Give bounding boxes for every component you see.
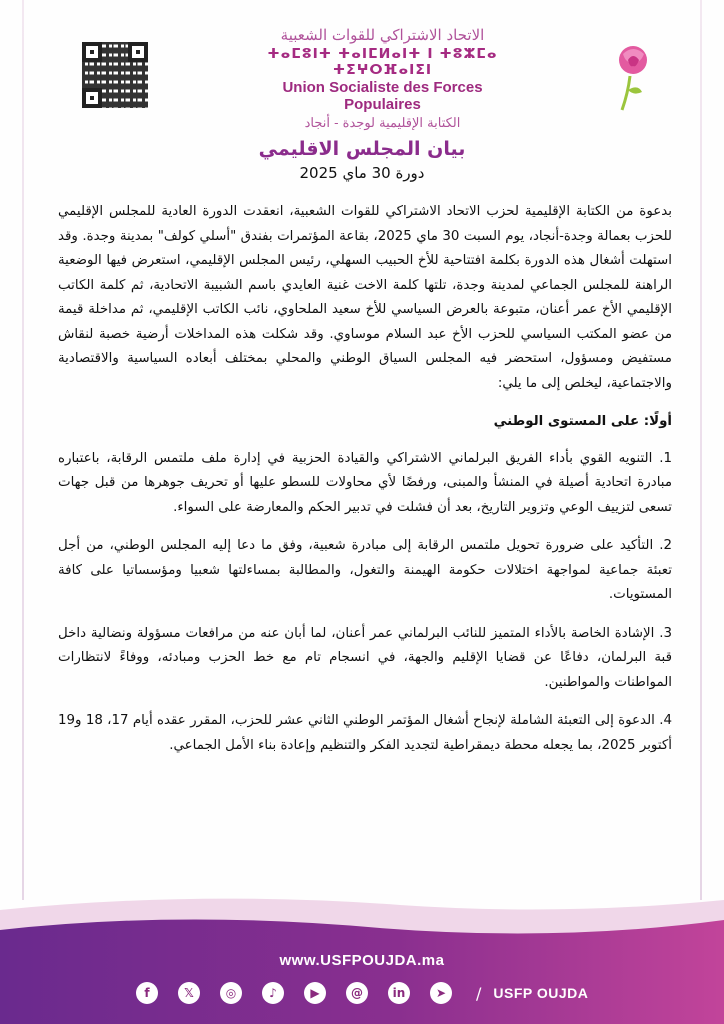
point-item: [58, 622, 672, 696]
point-item: [58, 447, 672, 521]
tiktok-icon[interactable]: ♪: [262, 982, 284, 1004]
point-item: [58, 709, 672, 758]
footer-separator: /: [476, 983, 482, 1003]
section-heading: أولًا: على المستوى الوطني: [493, 414, 672, 429]
point-text: التأكيد على ضرورة تحويل ملتمس الرقابة إلى مبادرة شعبية، وفق ما دعا إليه المجلس الوطني، من أجل تعبئة جماعية لمواجهة اختلالات حكومة الهيمنة والتغول، والمطالبة بمساءلتها شعبيا ومؤسساتيا على كافة المستويات.: [58, 538, 672, 602]
point-text: الدعوة إلى التعبئة الشاملة لإنجاح أشغال المؤتمر الوطني الثاني عشر للحزب، المقرر عقده أيام 17، 18 و19 أكتوبر 2025، بما يجعله محطة ديمقراطية لتجديد الفكر والتنظيم وإعادة بناء الأمل الجماعي.: [58, 713, 672, 753]
point-number: 2.: [659, 538, 672, 553]
threads-icon[interactable]: @: [346, 982, 368, 1004]
rose-icon: [608, 38, 658, 113]
point-text: الإشادة الخاصة بالأداء المتميز للنائب البرلماني عمر أعنان، لما أبان عنه من مرافعات مسؤولة ونضالية داخل قبة البرلمان، دفاعًا عن قضايا الإقليم والجهة، في انسجام تام مع خط الحزب ومبادئه، ووفاءً لانتظارات المواطنات والمواطنين.: [58, 625, 672, 690]
party-name-arabic: الاتحاد الاشتراكي للقوات الشعبية: [280, 26, 485, 44]
point-number: 4.: [659, 713, 672, 728]
instagram-icon[interactable]: ◎: [220, 982, 242, 1004]
x-icon[interactable]: 𝕏: [178, 982, 200, 1004]
website-link[interactable]: www.USFPOUJDA.ma: [279, 952, 445, 969]
point-number: 3.: [659, 625, 672, 641]
provincial-office-name: الكتابة الإقليمية لوجدة - أنجاد: [304, 116, 461, 131]
social-links: [136, 980, 588, 1006]
party-name-tifinagh: ⵜⴰⵎⵓⵏⵜ ⵜⴰⵏⵎⵍⴰⵏⵜ ⵏ ⵜⵓⵣⵎⴰ ⵜⵉⵖⵔⴼⴰⵏⵉⵏ: [267, 46, 498, 78]
qr-corner: [128, 42, 148, 62]
footer-brand: USFP OUJDA: [493, 985, 589, 1001]
qr-corner: [82, 88, 102, 108]
intro-paragraph: بدعوة من الكتابة الإقليمية لحزب الاتحاد الاشتراكي للقوات الشعبية، انعقدت الدورة العادية للمجلس الإقليمي للحزب بعمالة وجدة-أنجاد، يوم السبت 30 ماي 2025، بقاعة المؤتمرات بفندق "أسلي كولف" بمدينة وجدة. وقد استهلت أشغال هذه الدورة بكلمة افتتاحية للأخ الحبيب السهلي، رئيس المجلس الإقليمي، استعرض فيها الوضعية الراهنة للمجلس الجماعي لمدينة وجدة، تلتها كلمة الاخت غنية العايدي باسم الشبيبة الاتحادية، ثم كلمة الكاتب الإقليمي الأخ عمر أعنان، متبوعة بالعرض السياسي للأخ سعيد الملحاوي، نائب الكاتب الإقليمي، ثم مداخلة قيمة من عضو المكتب السياسي للحزب الأخ عبد السلام موساوي. وقد شكلت هذه المداخلات أرضية خصبة لنقاش مستفيض ومسؤول، استحضر فيه المجلس السياق الوطني والمحلي بمختلف أبعاده السياسية والاقتصادية والاجتماعية، ليخلص إلى ما يلي:: [58, 204, 673, 391]
point-number: 1.: [659, 450, 672, 466]
page-border-right: [700, 0, 702, 900]
facebook-icon[interactable]: f: [136, 982, 158, 1004]
party-logo-block: [250, 26, 515, 131]
telegram-icon[interactable]: ➤: [430, 982, 452, 1004]
point-text: التنويه القوي بأداء الفريق البرلماني الاشتراكي والقيادة الحزبية في إدارة ملف ملتمس الرقابة، باعتباره مبادرة اتحادية أصيلة في المنشأ والمبنى، ورفضًا لأي محاولات للسطو عليها أو تحريف جوهرها من قبل جهات تسعى لتزييف الوعي وتزوير التاريخ، بعد أن فشلت في تدبير الحكم والمعارضة على السواء.: [58, 450, 672, 515]
qr-code[interactable]: [80, 40, 150, 110]
session-date: دورة 30 ماي 2025: [299, 164, 425, 182]
party-name-french: Union Socialiste des Forces Populaires: [282, 79, 483, 113]
page-border-left: [22, 0, 24, 900]
point-item: [58, 534, 672, 608]
linkedin-icon[interactable]: in: [388, 982, 410, 1004]
qr-corner: [82, 42, 102, 62]
statement-body: [58, 200, 672, 772]
page-title: بيان المجلس الاقليمي: [258, 138, 466, 160]
youtube-icon[interactable]: ▶: [304, 982, 326, 1004]
